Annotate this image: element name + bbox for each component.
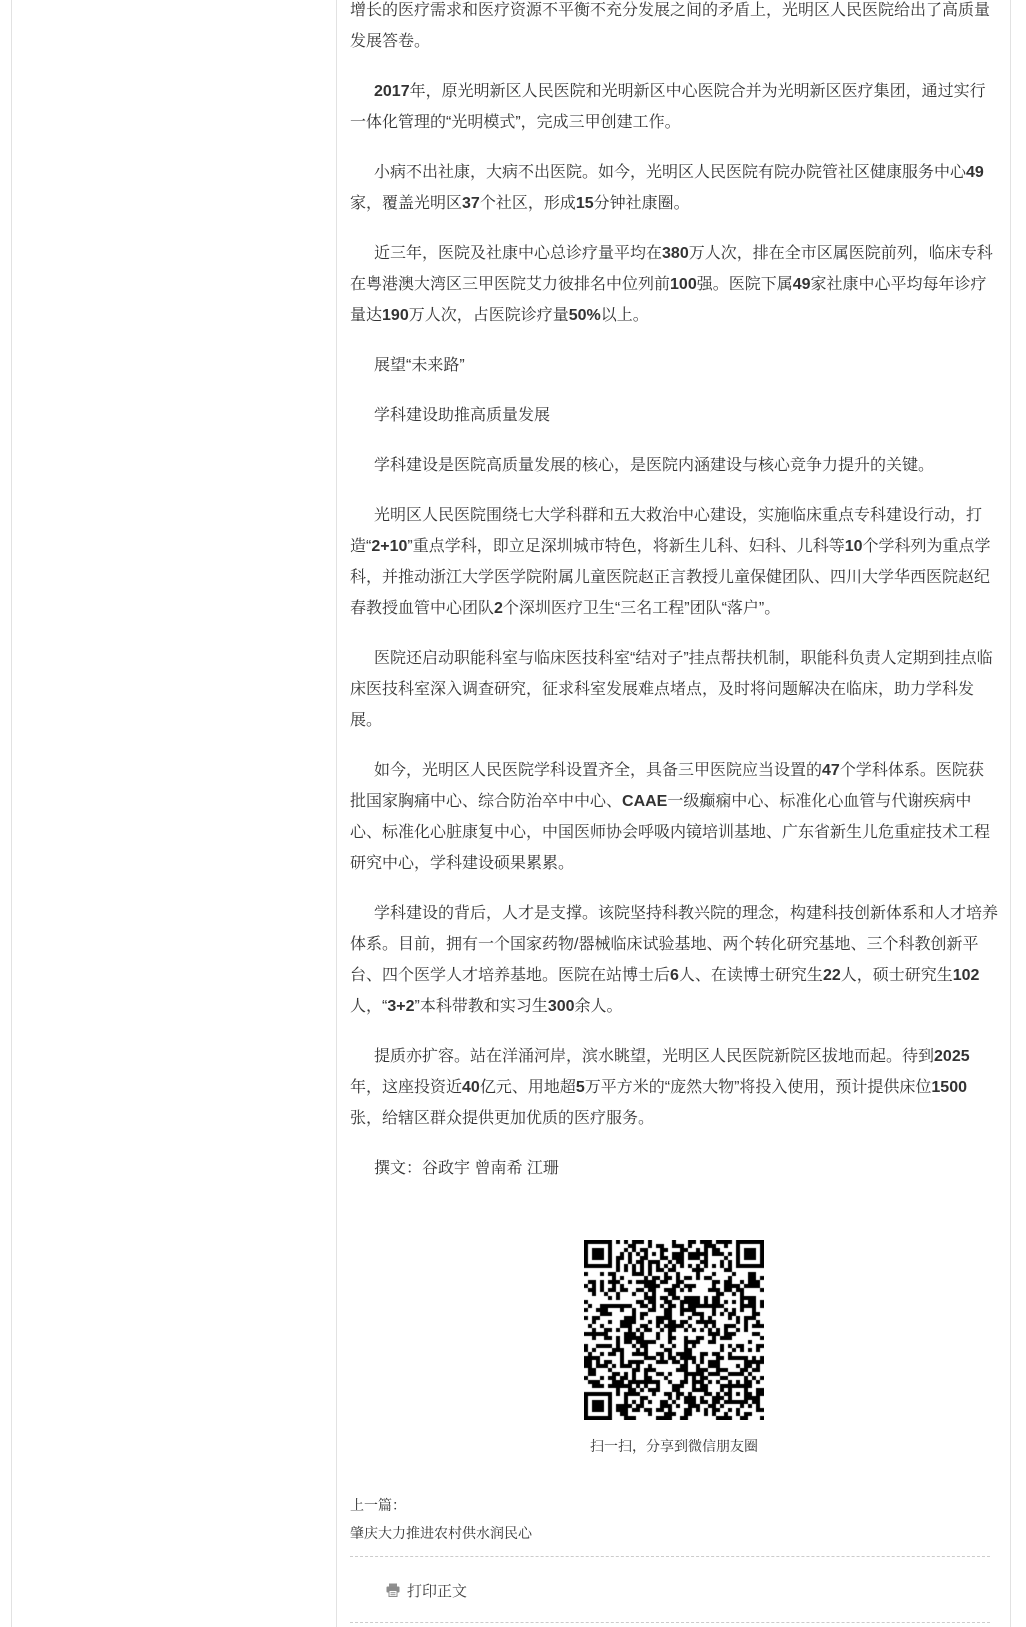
- article-paragraph: 医院还启动职能科室与临床医技科室“结对子”挂点帮扶机制，职能科负责人定期到挂点临床医技科室深入调查研究，征求科室发展难点堵点，及时将问题解决在临床，助力学科发展。: [350, 650, 993, 729]
- article-paragraph: 学科建设助推高质量发展: [374, 407, 551, 424]
- article-paragraph: 增长的医疗需求和医疗资源不平衡不充分发展之间的矛盾上，光明区人民医院给出了高质量发展答卷。: [350, 2, 991, 50]
- dashed-divider-bottom: [350, 1622, 990, 1623]
- print-article-button[interactable]: [386, 1577, 496, 1603]
- article-paragraph: 小病不出社康，大病不出医院。如今，光明区人民医院有院办院管社区健康服务中心49家，覆盖光明区37个社区，形成15分钟社康圈。: [350, 164, 984, 212]
- qr-share-block: [350, 1240, 998, 1457]
- article-paragraph: 学科建设是医院高质量发展的核心，是医院内涵建设与核心竞争力提升的关键。: [374, 457, 935, 474]
- prev-article-nav: [350, 1491, 998, 1547]
- article-paragraph: 提质亦扩容。站在洋涌河岸，滨水眺望，光明区人民医院新院区拔地而起。待到2025年，这座投资近40亿元、用地超5万平方米的“庞然大物”将投入使用，预计提供床位1500张，给辖区群众提供更加优质的医疗服务。: [350, 1048, 970, 1127]
- article-byline: 撰文：谷政宇 曾南希 江珊: [374, 1160, 559, 1177]
- article-content: [337, 0, 1010, 1627]
- page-frame: [11, 0, 1011, 1627]
- prev-article-link[interactable]: 肇庆大力推进农村供水润民心: [350, 1525, 532, 1541]
- article-paragraph: 近三年，医院及社康中心总诊疗量平均在380万人次，排在全市区属医院前列，临床专科在粤港澳大湾区三甲医院艾力彼排名中位列前100强。医院下属49家社康中心平均每年诊疗量达190万人次，占医院诊疗量50%以上。: [350, 245, 993, 324]
- article-paragraph: 光明区人民医院围绕七大学科群和五大救治中心建设，实施临床重点专科建设行动，打造“2+10”重点学科，即立足深圳城市特色，将新生儿科、妇科、儿科等10个学科列为重点学科，并推动浙江大学医学院附属儿童医院赵正言教授儿童保健团队、四川大学华西医院赵纪春教授血管中心团队2个深圳医疗卫生“三名工程”团队“落户”。: [350, 507, 991, 617]
- dashed-divider-top: [350, 1556, 990, 1557]
- left-sidebar: [12, 0, 337, 1627]
- print-button-label: 打印正文: [407, 1582, 468, 1600]
- printer-icon: [386, 1583, 400, 1597]
- prev-article-label: 上一篇：: [350, 1497, 406, 1513]
- article-paragraph: 学科建设的背后，人才是支撑。该院坚持科教兴院的理念，构建科技创新体系和人才培养体系。目前，拥有一个国家药物/器械临床试验基地、两个转化研究基地、三个科教创新平台、四个医学人才培养基地。医院在站博士后6人、在读博士研究生22人，硕士研究生102人，“3+2”本科带教和实习生300余人。: [350, 905, 999, 1015]
- article-paragraph: 展望“未来路”: [374, 357, 465, 374]
- article-body: [350, 0, 998, 1134]
- article-paragraph: 如今，光明区人民医院学科设置齐全，具备三甲医院应当设置的47个学科体系。医院获批国家胸痛中心、综合防治卒中中心、CAAE一级癫痫中心、标准化心血管与代谢疾病中心、标准化心脏康复中心，中国医师协会呼吸内镜培训基地、广东省新生儿危重症技术工程研究中心，学科建设硕果累累。: [350, 762, 991, 872]
- qr-caption: 扫一扫，分享到微信朋友圈: [590, 1438, 758, 1454]
- article-paragraph: 2017年，原光明新区人民医院和光明新区中心医院合并为光明新区医疗集团，通过实行一体化管理的“光明模式”，完成三甲创建工作。: [350, 83, 986, 131]
- wechat-share-qr-code-image: [584, 1240, 764, 1420]
